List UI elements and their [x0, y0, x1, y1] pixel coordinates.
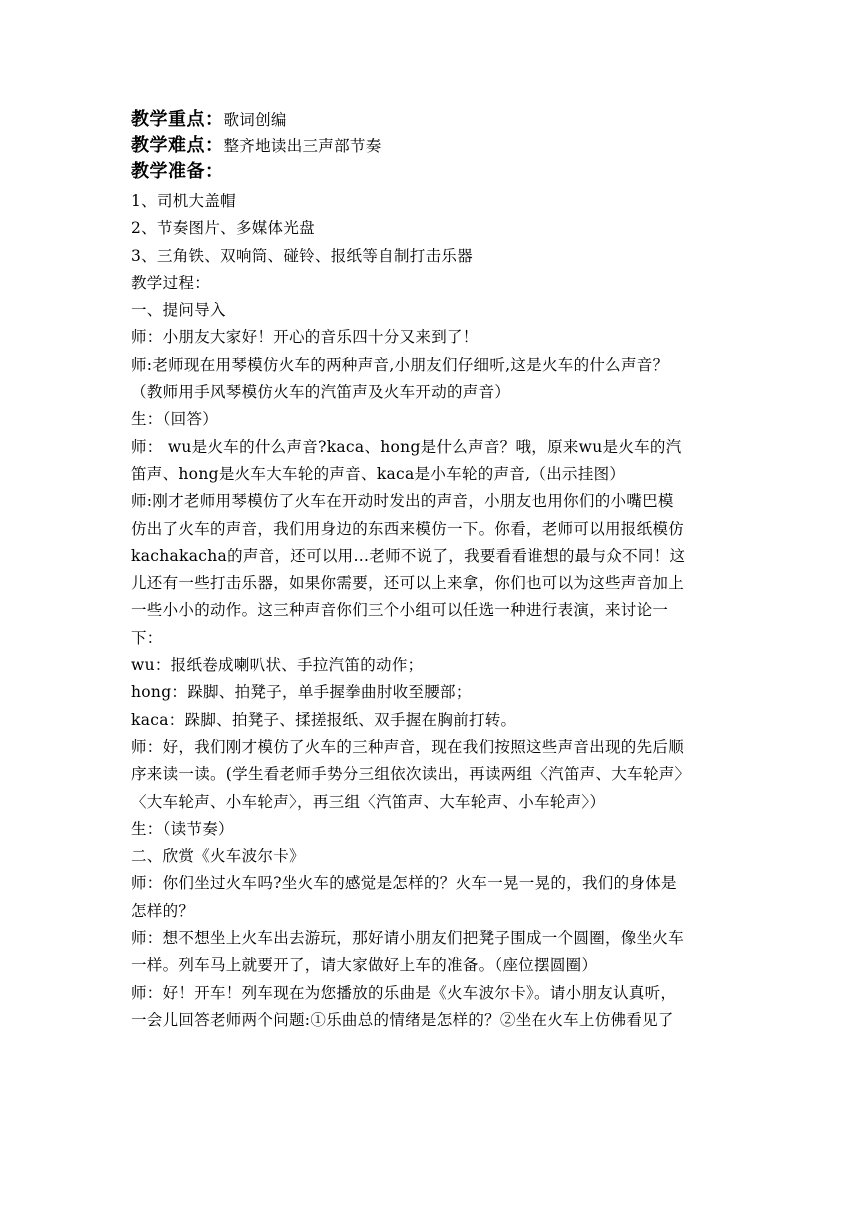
text-line: 笛声、hong是火车大车轮的声音、kaca是小车轮的声音,（出示挂图）	[131, 464, 626, 483]
text-line: 儿还有一些打击乐器，如果你需要，还可以上来拿，你们也可以为这些声音加上	[131, 574, 685, 593]
text-line: 师:老师现在用琴模仿火车的两种声音,小朋友们仔细听,这是火车的什么声音？	[131, 355, 669, 374]
text-line: 师：想不想坐上火车出去游玩，那好请小朋友们把凳子围成一个圆圈，像坐火车	[131, 929, 685, 948]
text-line: wu：报纸卷成喇叭状、手拉汽笛的动作；	[131, 656, 424, 675]
text-line: 一会儿回答老师两个问题:①乐曲总的情绪是怎样的？②坐在火车上仿佛看见了	[131, 1010, 674, 1029]
text-line: 怎样的？	[131, 901, 195, 920]
text-line: 师：好！开车！列车现在为您播放的乐曲是《火车波尔卡》。请小朋友认真听，	[131, 983, 677, 1002]
text-line: 二、欣赏《火车波尔卡》	[131, 847, 305, 866]
heading-label: 教学难点：	[131, 135, 224, 156]
heading-value: 整齐地读出三声部节奏	[223, 137, 382, 155]
text-line: 师： wu是火车的什么声音?kaca、hong是什么声音？哦，原来wu是火车的汽	[131, 437, 682, 456]
heading-preparation	[131, 159, 731, 185]
document-page	[131, 107, 731, 1034]
text-line: 师：小朋友大家好！开心的音乐四十分又来到了！	[131, 328, 479, 347]
text-line: 师：好，我们刚才模仿了火车的三种声音，现在我们按照这些声音出现的先后顺	[131, 737, 685, 756]
text-line: 生：（回答）	[131, 410, 219, 429]
text-line: 2、节奏图片、多媒体光盘	[131, 219, 315, 238]
text-line: 教学过程：	[131, 273, 211, 292]
text-line: 1、司机大盖帽	[131, 192, 236, 210]
heading-label: 教学重点：	[131, 109, 224, 130]
text-line: 一、提问导入	[131, 301, 226, 320]
heading-label: 教学准备：	[131, 161, 224, 182]
text-line: 师：你们坐过火车吗?坐火车的感觉是怎样的？火车一晃一晃的，我们的身体是	[131, 874, 677, 893]
heading-focus	[131, 107, 731, 133]
text-line: kachakacha的声音，还可以用…老师不说了，我要看看谁想的最与众不同！这	[131, 546, 686, 565]
text-line: hong：跺脚、拍凳子，单手握拳曲肘收至腰部；	[131, 683, 472, 702]
text-line: kaca：跺脚、拍凳子、揉搓报纸、双手握在胸前打转。	[131, 710, 517, 729]
heading-difficulty	[131, 133, 731, 159]
text-line: 下：	[131, 628, 163, 647]
text-line: （教师用手风琴模仿火车的汽笛声及火车开动的声音）	[131, 383, 511, 402]
text-line: 序来读一读。(学生看老师手势分三组依次读出，再读两组〈汽笛声、大车轮声〉	[131, 765, 691, 784]
text-line: 一些小小的动作。这三种声音你们三个小组可以任选一种进行表演，来讨论一	[131, 601, 669, 620]
text-line: 师:刚才老师用琴模仿了火车在开动时发出的声音，小朋友也用你们的小嘴巴模	[131, 492, 674, 511]
heading-value: 歌词创编	[223, 111, 287, 129]
text-line: 〈大车轮声、小车轮声〉，再三组〈汽笛声、大车轮声、小车轮声〉）	[131, 792, 606, 811]
text-line: 仿出了火车的声音，我们用身边的东西来模仿一下。你看，老师可以用报纸模仿	[131, 519, 685, 538]
text-line: 一样。列车马上就要开了，请大家做好上车的准备。（座位摆圆圈）	[131, 956, 598, 975]
text-line: 生：（读节奏）	[131, 819, 234, 838]
text-line: 3、三角铁、双响筒、碰铃、报纸等自制打击乐器	[131, 246, 473, 265]
